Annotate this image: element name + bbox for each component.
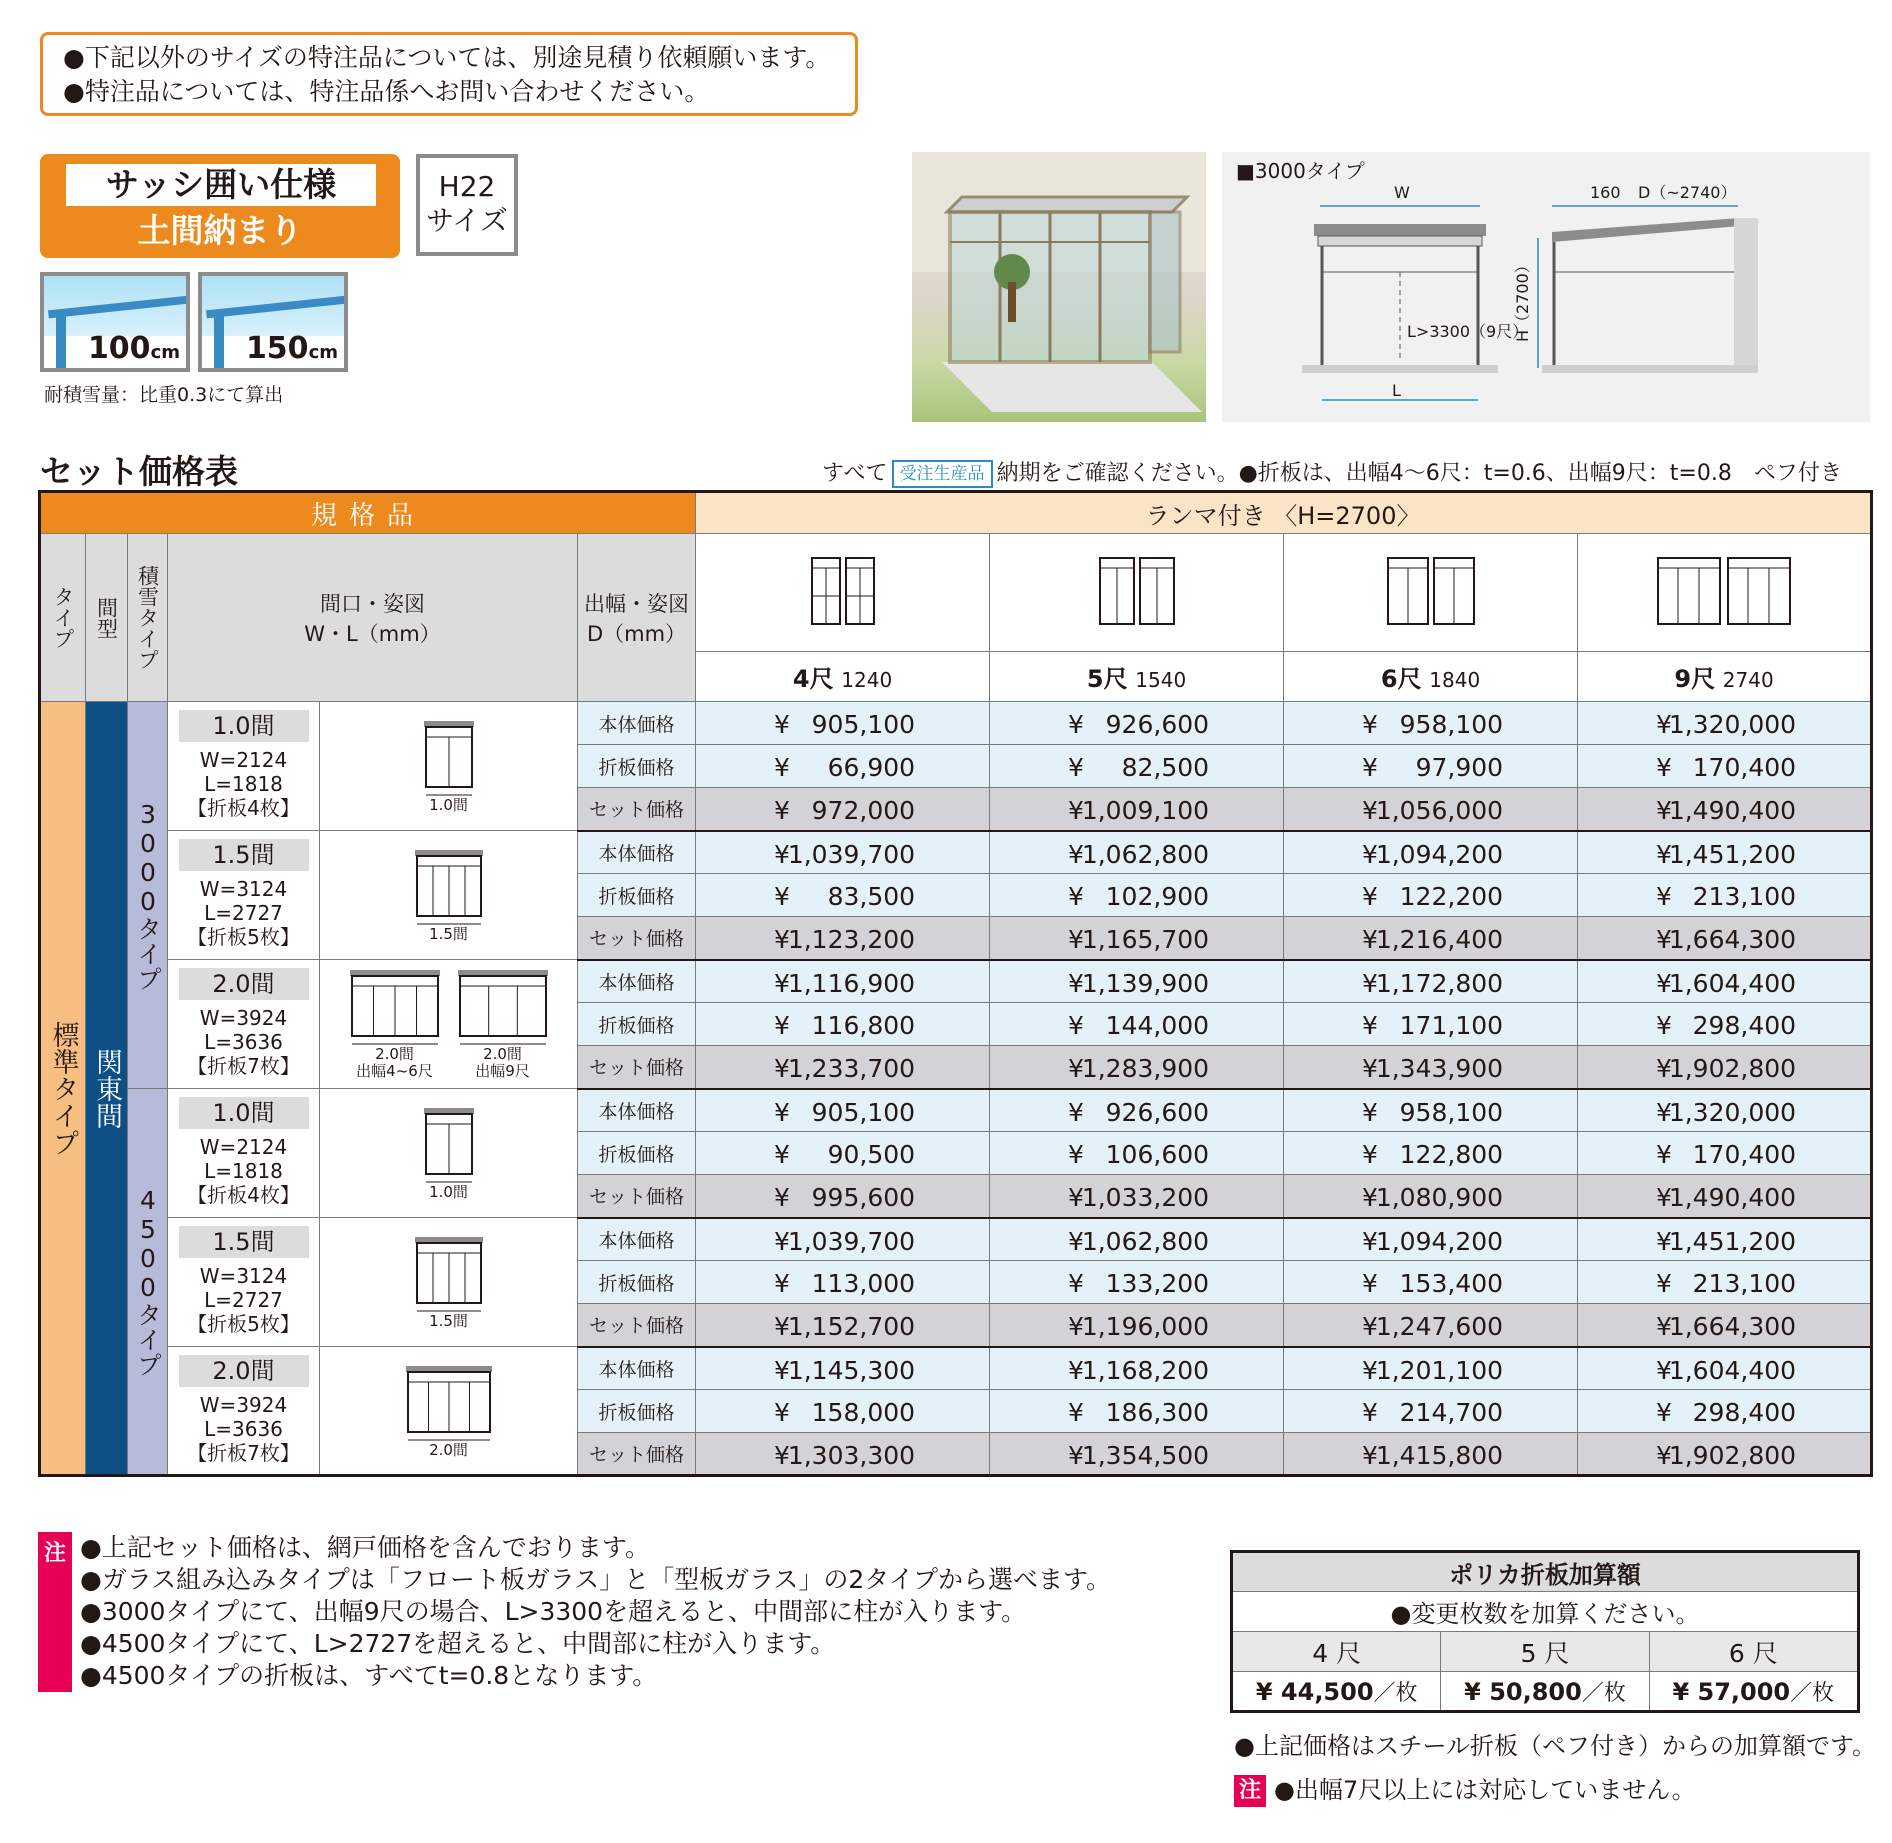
footnote-2: ●ガラス組み込みタイプは「フロート板ガラス」と「型板ガラス」の2タイプから選べます。 [80,1565,1111,1594]
polica-note-marker: 注 [1234,1775,1266,1807]
col-width-title: 間口・姿図 [320,591,425,616]
product-photo [912,152,1206,422]
col-width-header [168,534,578,702]
spec-badge-top: サッシ囲い仕様 [66,164,376,206]
spec-badge [40,154,400,258]
snow-load-150-icon [198,272,348,372]
table-row [40,960,1872,1003]
width-figure-cell [320,960,578,1089]
fig-ken-label: 2.0間 [429,1440,468,1459]
w-value: W=2124 [199,1135,288,1159]
price-cell: ¥ 1,490,400 [1578,788,1872,831]
l-value: L=1818 [204,772,283,796]
l-value: L=3636 [204,1030,283,1054]
width-figure [412,848,486,942]
diagram-l-note: L>3300（9尺） [1407,322,1529,341]
price-cell: ¥ 1,902,800 [1578,1433,1872,1476]
footnote-3: ●3000タイプにて、出幅9尺の場合、L>3300を超えると、中間部に柱が入ります。 [80,1597,1027,1626]
polica-note-1: ●上記価格はスチール折板（ペフ付き）からの加算額です。 [1234,1732,1877,1760]
width-figure-cell [320,1347,578,1476]
price-cell: ¥ 1,062,800 [990,831,1284,874]
col-depth-unit: D（mm） [586,621,687,646]
price-cell: ¥ 1,152,700 [696,1304,990,1347]
price-cell: ¥ 298,400 [1578,1003,1872,1046]
price-cell: ¥ 1,216,400 [1284,917,1578,960]
price-cell: ¥ 1,664,300 [1578,1304,1872,1347]
width-figure [412,1235,486,1329]
price-cell: ¥ 1,039,700 [696,831,990,874]
snow-4500-cell: 4500タイプ [128,1089,168,1476]
price-cell: ¥ 1,415,800 [1284,1433,1578,1476]
kikaku-header: 規格品 [40,492,696,534]
price-cell: ¥ 905,100 [696,702,990,745]
door-icon-9 [1578,534,1872,652]
ken-label: 2.0間 [179,1355,309,1387]
col-snow-header: 積雪タイプ [135,565,160,670]
fig-ken-label: 1.5間 [429,1312,468,1330]
fig-ken-label: 2.0間 [483,1045,522,1063]
price-row-label: 折板価格 [578,1003,696,1046]
price-cell: ¥ 1,343,900 [1284,1046,1578,1089]
fig-note: 出幅9尺 [475,1062,530,1080]
snow1-unit: cm [150,342,180,363]
snow-load-100-icon [40,272,190,372]
price-cell: ¥ 171,100 [1284,1003,1578,1046]
price-row-label: セット価格 [578,788,696,831]
price-cell: ¥ 106,600 [990,1132,1284,1175]
width-figure-b [455,968,551,1080]
l-value: L=1818 [204,1159,283,1183]
price-row-label: 本体価格 [578,1089,696,1132]
width-figure-cell [320,1089,578,1218]
table-note-pre: すべて [822,461,888,486]
polica-col-6: 6 尺 [1649,1632,1858,1672]
price-cell: ¥ 1,490,400 [1578,1175,1872,1218]
price-cell: ¥ 213,100 [1578,1261,1872,1304]
polica-surcharge-table [1230,1550,1860,1713]
width-figure [403,1364,495,1458]
price-cell: ¥ 1,080,900 [1284,1175,1578,1218]
table-row [40,831,1872,874]
orihan-count: 【折板5枚】 [187,1312,300,1336]
snow-note: 耐積雪量：比重0.3にて算出 [44,384,284,406]
dimension-diagram [1222,152,1870,422]
price-cell: ¥ 83,500 [696,874,990,917]
width-figure-cell [320,1218,578,1347]
orihan-count: 【折板4枚】 [187,1183,300,1207]
door-icon-4 [696,534,990,652]
price-cell: ¥ 153,400 [1284,1261,1578,1304]
type-cell: 標準タイプ [40,702,86,1476]
ranma-header: ランマ付き 〈H=2700〉 [696,492,1872,534]
col-maken-header: 間型 [94,596,119,639]
diagram-d-label: D（~2740） [1638,183,1737,202]
price-cell: ¥ 1,451,200 [1578,831,1872,874]
width-spec-cell [168,1347,320,1476]
ken-label: 1.0間 [179,710,309,742]
price-cell: ¥ 1,604,400 [1578,1347,1872,1390]
size-badge [416,154,518,256]
price-cell: ¥ 186,300 [990,1390,1284,1433]
price-cell: ¥ 298,400 [1578,1390,1872,1433]
price-cell: ¥ 1,233,700 [696,1046,990,1089]
table-title: セット価格表 [40,452,238,491]
fig-note: 出幅4~6尺 [356,1062,433,1080]
price-cell: ¥ 1,094,200 [1284,1218,1578,1261]
diagram-title: ■3000タイプ [1236,159,1365,183]
price-row-label: 折板価格 [578,745,696,788]
orihan-count: 【折板4枚】 [187,796,300,820]
price-row-label: セット価格 [578,1433,696,1476]
price-cell: ¥ 1,451,200 [1578,1218,1872,1261]
col-depth-title: 出幅・姿図 [584,591,690,616]
polica-col-4: 4 尺 [1232,1632,1441,1672]
price-cell: ¥ 958,100 [1284,702,1578,745]
door-icon-5 [990,534,1284,652]
l-value: L=2727 [204,1288,283,1312]
w-value: W=3924 [199,1006,288,1030]
spec-badge-bottom: 土間納まり [137,211,303,250]
width-figure-a [347,968,443,1080]
price-cell: ¥ 122,800 [1284,1132,1578,1175]
ken-label: 1.0間 [179,1097,309,1129]
col-width-unit: W・L（mm） [304,621,441,646]
price-row-label: 本体価格 [578,1347,696,1390]
footnotes [80,1532,1111,1692]
polica-price-4: ¥ 44,500／枚 [1232,1672,1441,1712]
width-figure-cell [320,702,578,831]
price-row-label: 本体価格 [578,1218,696,1261]
price-cell: ¥ 1,056,000 [1284,788,1578,831]
diagram-w-label: W [1394,183,1410,202]
price-cell: ¥ 1,062,800 [990,1218,1284,1261]
width-spec-cell [168,831,320,960]
price-cell: ¥ 1,354,500 [990,1433,1284,1476]
snow2-value: 150 [245,331,309,366]
footnote-1: ●上記セット価格は、網戸価格を含んでおります。 [80,1533,650,1562]
price-cell: ¥ 1,283,900 [990,1046,1284,1089]
price-cell: ¥ 144,000 [990,1003,1284,1046]
table-row [40,1089,1872,1132]
note-marker: 注 [38,1532,72,1692]
price-cell: ¥ 66,900 [696,745,990,788]
snow2-unit: cm [308,342,338,363]
polica-price-5: ¥ 50,800／枚 [1441,1672,1649,1712]
w-value: W=2124 [199,748,288,772]
price-cell: ¥ 958,100 [1284,1089,1578,1132]
price-cell: ¥ 214,700 [1284,1390,1578,1433]
snow1-value: 100 [87,331,151,366]
orihan-count: 【折板7枚】 [187,1054,300,1078]
price-cell: ¥ 1,604,400 [1578,960,1872,1003]
diagram-160-label: 160 [1590,183,1621,202]
price-row-label: セット価格 [578,1304,696,1347]
polica-note-2 [1234,1770,1696,1807]
fig-ken-label: 1.0間 [429,796,468,814]
price-cell: ¥ 905,100 [696,1089,990,1132]
price-row-label: 本体価格 [578,831,696,874]
footnote-4: ●4500タイプにて、L>2727を超えると、中間部に柱が入ります。 [80,1629,836,1658]
fig-ken-label: 1.5間 [429,925,468,943]
price-cell: ¥ 1,196,000 [990,1304,1284,1347]
price-cell: ¥ 1,123,200 [696,917,990,960]
l-value: L=2727 [204,901,283,925]
size-5-header: 5尺 1540 [990,652,1284,702]
price-cell: ¥ 1,139,900 [990,960,1284,1003]
price-cell: ¥ 82,500 [990,745,1284,788]
price-cell: ¥ 1,172,800 [1284,960,1578,1003]
price-cell: ¥ 113,000 [696,1261,990,1304]
price-cell: ¥ 1,165,700 [990,917,1284,960]
price-cell: ¥ 1,116,900 [696,960,990,1003]
size-4-header: 4尺 1240 [696,652,990,702]
price-cell: ¥ 170,400 [1578,1132,1872,1175]
w-value: W=3924 [199,1393,288,1417]
polica-title: ポリカ折板加算額 [1232,1552,1859,1592]
orihan-count: 【折板5枚】 [187,925,300,949]
price-cell: ¥ 1,320,000 [1578,1089,1872,1132]
table-note-post: 納期をご確認ください。●折板は、出幅4～6尺：t=0.6、出幅9尺：t=0.8 ペフ付き [996,461,1842,486]
size-badge-line1: H22 [438,170,496,203]
maken-cell: 関東間 [86,702,128,1476]
price-cell: ¥ 116,800 [696,1003,990,1046]
col-type-header: タイプ [51,586,75,649]
width-spec-cell [168,1089,320,1218]
door-icon-6 [1284,534,1578,652]
price-cell: ¥ 1,039,700 [696,1218,990,1261]
price-cell: ¥ 170,400 [1578,745,1872,788]
w-value: W=3124 [199,877,288,901]
price-cell: ¥ 972,000 [696,788,990,831]
price-cell: ¥ 926,600 [990,702,1284,745]
price-cell: ¥ 1,094,200 [1284,831,1578,874]
price-row-label: セット価格 [578,1046,696,1089]
price-row-label: セット価格 [578,1175,696,1218]
price-cell: ¥ 97,900 [1284,745,1578,788]
diagram-l-label: L [1392,381,1401,400]
price-cell: ¥ 1,247,600 [1284,1304,1578,1347]
ken-label: 2.0間 [179,968,309,1000]
special-order-notice [40,32,858,116]
size-badge-line2: サイズ [426,204,508,237]
made-to-order-badge: 受注生産品 [892,460,993,488]
price-cell: ¥ 1,902,800 [1578,1046,1872,1089]
polica-note-2-text: ●出幅7尺以上には対応していません。 [1274,1776,1696,1804]
width-spec-cell [168,1218,320,1347]
size-6-header: 6尺 1840 [1284,652,1578,702]
price-cell: ¥ 122,200 [1284,874,1578,917]
polica-price-6: ¥ 57,000／枚 [1649,1672,1858,1712]
price-row-label: 本体価格 [578,702,696,745]
price-row-label: 折板価格 [578,1132,696,1175]
ken-label: 1.5間 [179,839,309,871]
ken-label: 1.5間 [179,1226,309,1258]
price-cell: ¥ 1,303,300 [696,1433,990,1476]
snow-3000-cell: 3000タイプ [128,702,168,1089]
price-cell: ¥ 102,900 [990,874,1284,917]
price-cell: ¥ 995,600 [696,1175,990,1218]
orihan-count: 【折板7枚】 [187,1441,300,1465]
width-figure [421,1106,477,1200]
price-row-label: 折板価格 [578,1261,696,1304]
notice-line-2: ●特注品については、特注品係へお問い合わせください。 [63,77,710,106]
price-row-label: 折板価格 [578,1390,696,1433]
size-9-header: 9尺 2740 [1578,652,1872,702]
price-cell: ¥ 1,033,200 [990,1175,1284,1218]
price-row-label: セット価格 [578,917,696,960]
width-figure-cell [320,831,578,960]
price-cell: ¥ 90,500 [696,1132,990,1175]
notice-line-1: ●下記以外のサイズの特注品については、別途見積り依頼願います。 [63,43,831,72]
polica-col-5: 5 尺 [1441,1632,1649,1672]
width-spec-cell [168,702,320,831]
w-value: W=3124 [199,1264,288,1288]
price-cell: ¥ 926,600 [990,1089,1284,1132]
col-depth-header [578,534,696,702]
price-cell: ¥ 1,201,100 [1284,1347,1578,1390]
table-row [40,702,1872,745]
table-row [40,1347,1872,1390]
table-note [822,456,1842,488]
price-cell: ¥ 1,168,200 [990,1347,1284,1390]
l-value: L=3636 [204,1417,283,1441]
width-figure [421,719,477,813]
fig-ken-label: 2.0間 [375,1045,414,1063]
price-cell: ¥ 1,320,000 [1578,702,1872,745]
fig-ken-label: 1.0間 [429,1183,468,1201]
price-cell: ¥ 1,664,300 [1578,917,1872,960]
price-cell: ¥ 158,000 [696,1390,990,1433]
price-cell: ¥ 1,009,100 [990,788,1284,831]
width-spec-cell [168,960,320,1089]
polica-sub: ●変更枚数を加算ください。 [1232,1592,1859,1632]
price-cell: ¥ 1,145,300 [696,1347,990,1390]
diagram-h-label: H（2700） [1513,257,1532,342]
price-table [38,490,1873,1477]
table-row [40,1218,1872,1261]
footnote-5: ●4500タイプの折板は、すべてt=0.8となります。 [80,1661,658,1690]
price-cell: ¥ 213,100 [1578,874,1872,917]
price-cell: ¥ 133,200 [990,1261,1284,1304]
price-row-label: 本体価格 [578,960,696,1003]
price-row-label: 折板価格 [578,874,696,917]
